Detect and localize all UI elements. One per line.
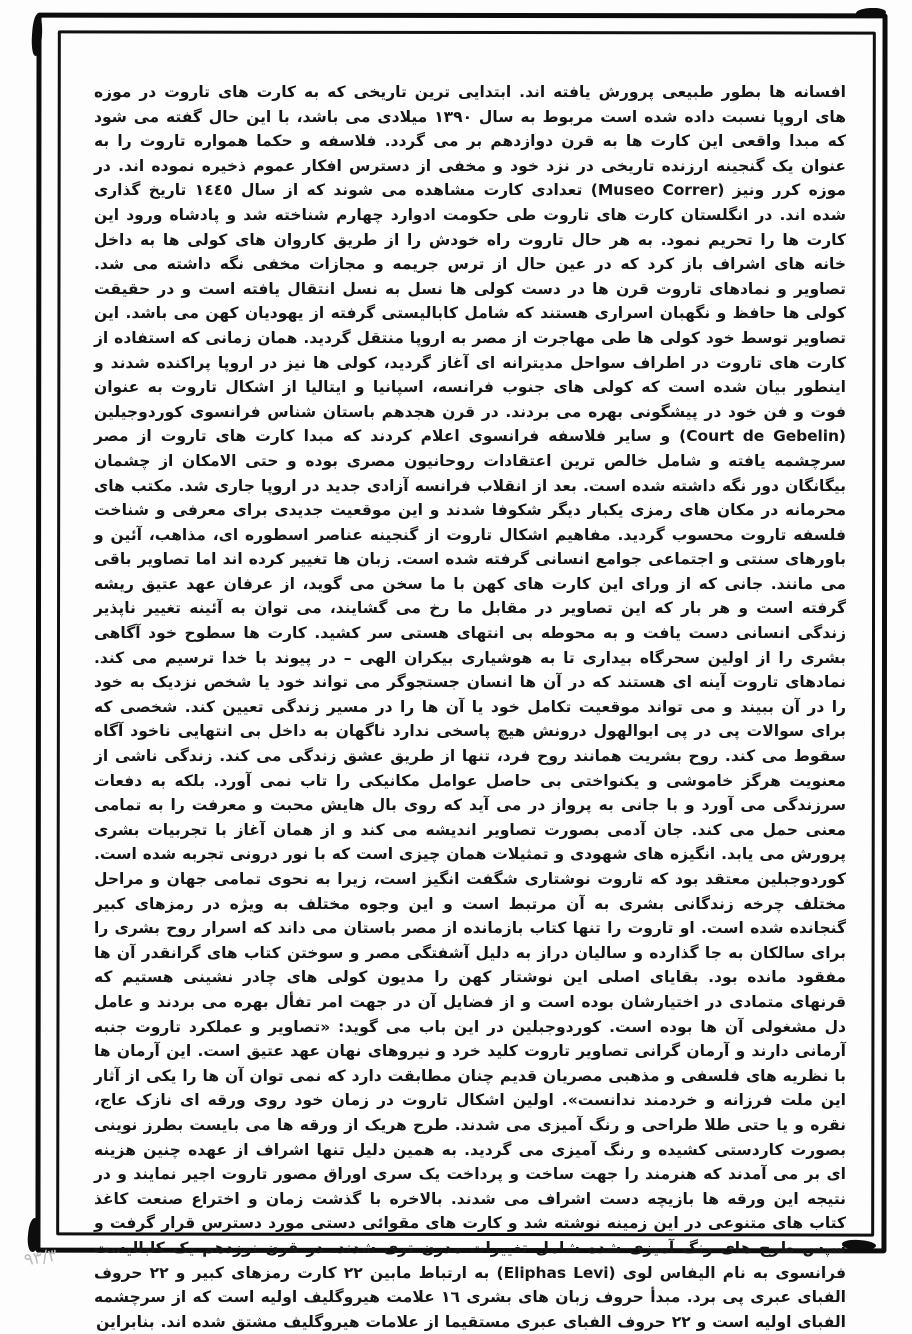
page-number: ۹۳/۳ xyxy=(22,1245,59,1271)
body-text-paragraph: افسانه ها بطور طبیعی پرورش یافته اند. ابتدایی ترین تاریخی که به کارت های تاروت در موزه های اروپا نسبت داده شده است مربوط به سال ۱۳۹۰ میلادی می باشد، با این حال گفته می شود که مبدا واقعی این کارت ها به قرن دوازدهم بر می گردد. فلاسفه و حکما همواره تاروت را به عنوان یک گنجینه ارزنده تاریخی در نزد خود و مخفی از دسترس افکار عموم ذخیره نموده اند. در موزه کرر ونیز (Museo Correr) تعدادی کارت مشاهده می شوند که از سال ١٤٤٥ تاریخ گذاری شده اند. در انگلستان کارت های تاروت طی حکومت ادوارد چهارم شناخته شد و پادشاه ورود این کارت ها را تحریم نمود. به هر حال تاروت راه خودش را از طریق کاروان های کولی ها به داخل خانه های اشراف باز کرد که در عین حال از ترس جریمه و مجازات مخفی نگه داشته می شد. تصاویر و نمادهای تاروت قرن ها در دست کولی ها نسل به نسل انتقال یافته است و در حقیقت کولی ها حافظ و نگهبان اسراری هستند که شامل کابالیستی گرفته از یهودیان کهن می باشد. این تصاویر توسط خود کولی ها طی مهاجرت از مصر به اروپا منتقل گردید. همان زمانی که استفاده از کارت های تاروت در اطراف سواحل مدیترانه ای آغاز گردید، کولی ها نیز در اروپا پراکنده شدند و اینطور بیان شده است که کولی های جنوب فرانسه، اسپانیا و ایتالیا از اشکال تاروت به عنوان فوت و فن خود در پیشگونی بهره می بردند. در قرن هجدهم باستان شناس فرانسوی کوردوجیلین (Court de Gebelin) و سایر فلاسفه فرانسوی اعلام کردند که مبدا کارت های تاروت از مصر سرچشمه یافته و شامل خالص ترین اعتقادات روحانیون مصری بوده و حتی الامکان از چشمان بیگانگان دور نگه داشته شده است. بعد از انقلاب فرانسه آزادی جدید در اروپا جاری شد. مکتب های محرمانه در مکان های رمزی یکبار دیگر شکوفا شدند و این موقعیت جدیدی برای معرفی و شناخت فلسفه تاروت محسوب گردید. مفاهیم اشکال تاروت از گنجینه عناصر اسطوره ای، مذاهب، آئین و باورهای سنتی و اجتماعی جوامع انسانی گرفته شده است. زبان ها تغییر کرده اند اما تصاویر باقی می مانند. جانی که از ورای این کارت های کهن با ما سخن می گوید، از عرفان عهد عتیق ریشه گرفته است و هر بار که این تصاویر در مقابل ما رخ می گشایند، می توان به آئینه تغییر ناپذیر زندگی انسانی دست یافت و به محوطه بی انتهای هستی سر کشید. کارت ها سطوح خود آگاهی بشری را از اولین سحرگاه بیداری تا به هوشیاری بیکران الهی – در پیوند با خدا ترسیم می کند. نمادهای تاروت آینه ای هستند که در آن ها انسان جستجوگر می تواند خود یا شخص نزدیک به خود را در آن ببیند و می تواند موقعیت تکامل خود یا آن ها را در مسیر زندگی تعیین کند. شخصی که برای سوالات پی در پی ابوالهول درونش هیچ پاسخی ندارد ناگهان به داخل بی انتهایی ناخود آگاه سقوط می کند. روح بشریت همانند روح فرد، تنها از طریق عشق زندگی می کند. زندگی ناشی از معنویت هرگز خاموشی و یکنواختی بی حاصل عوامل مکانیکی را تاب نمی آورد. بلکه به دفعات سرزندگی می آورد و با جانی به پرواز در می آید که روی بال هایش محبت و معرفت را به تمامی معنی حمل می کند. جان آدمی بصورت تصاویر اندیشه می کند و از همان آغاز با تجربیات بشری پرورش می یابد. انگیزه های شهودی و تمثیلات همان چیزی است که با نور درونی تجربه شده است. کوردوجبلین معتقد بود که تاروت نوشتاری شگفت انگیز است، زیرا به نحوی تمامی جهان و مراحل مختلف چرخه زندگانی بشری به آن مرتبط است و این وجوه مختلف به ویژه در رمزهای کبیر گنجانده شده است. او تاروت را تنها کتاب بازمانده از مصر باستان می داند که اسرار روح بشری را برای سالکان به جا گذارده و سالیان دراز به دلیل آشفتگی مصر و سوختن کتاب های گرانقدر آن ها مفقود مانده بود. بقایای اصلی این نوشتار کهن را مدیون کولی های چادر نشینی هستیم که قرنهای متمادی در اختیارشان بوده است و از فضایل آن در جهت امر تفأل بهره می بردند و عامل دل مشغولی آن ها بوده است. کوردوجبلین در این باب می گوید: «تصاویر و عملکرد تاروت جنبه آرمانی دارند و آرمان گرانی تصاویر تاروت کلید خرد و نیروهای نهان عهد عتیق است. این آرمان ها با نظریه های فلسفی و مذهبی مصریان قدیم چنان مطابقت دارد که نمی توان آن ها را یکی از آثار این ملت فرزانه و خردمند ندانست». اولین اشکال تاروت در زمان خود روی ورقه ای نازک عاج، نقره و یا حتی طلا طراحی و رنگ آمیزی می شدند. طرح هریک از ورقه ها می بایست بطرز نوینی بصورت کاردستی کشیده و رنگ آمیزی می گردید. به همین دلیل تنها اشراف از عهده چنین هزینه ای بر می آمدند که هنرمند را جهت ساخت و پرداخت یک سری اوراق مصور تاروت اجیر نمایند و در نتیجه این ورقه ها بازیچه دست اشراف می شدند. بالاخره با گذشت زمان و اختراع صنعت کاغذ کتاب های متنوعی در این زمینه نوشته شد و کارت های مقوائی دستی مورد دسترس قرار گرفت و سپس طرح های رنگ آمیزی شده شامل تغییرات مدرن تری شدند. در قرن نوزدهم یک کابالیست فرانسوی به نام الیفاس لوی (Eliphas Levi) به ارتباط مابین ۲۲ کارت رمزهای کبیر و ۲۲ حروف الفبای عبری پی برد. مبدأ حروف زبان های بشری ١٦ علامت هیروگلیف اولیه است که از سرچشمه الفبای اولیه است و ۲۲ حروف الفبای عبری مستقیما از علامات هیروگلیف مشتق شده اند. بنابراین xyxy=(94,83,846,1331)
